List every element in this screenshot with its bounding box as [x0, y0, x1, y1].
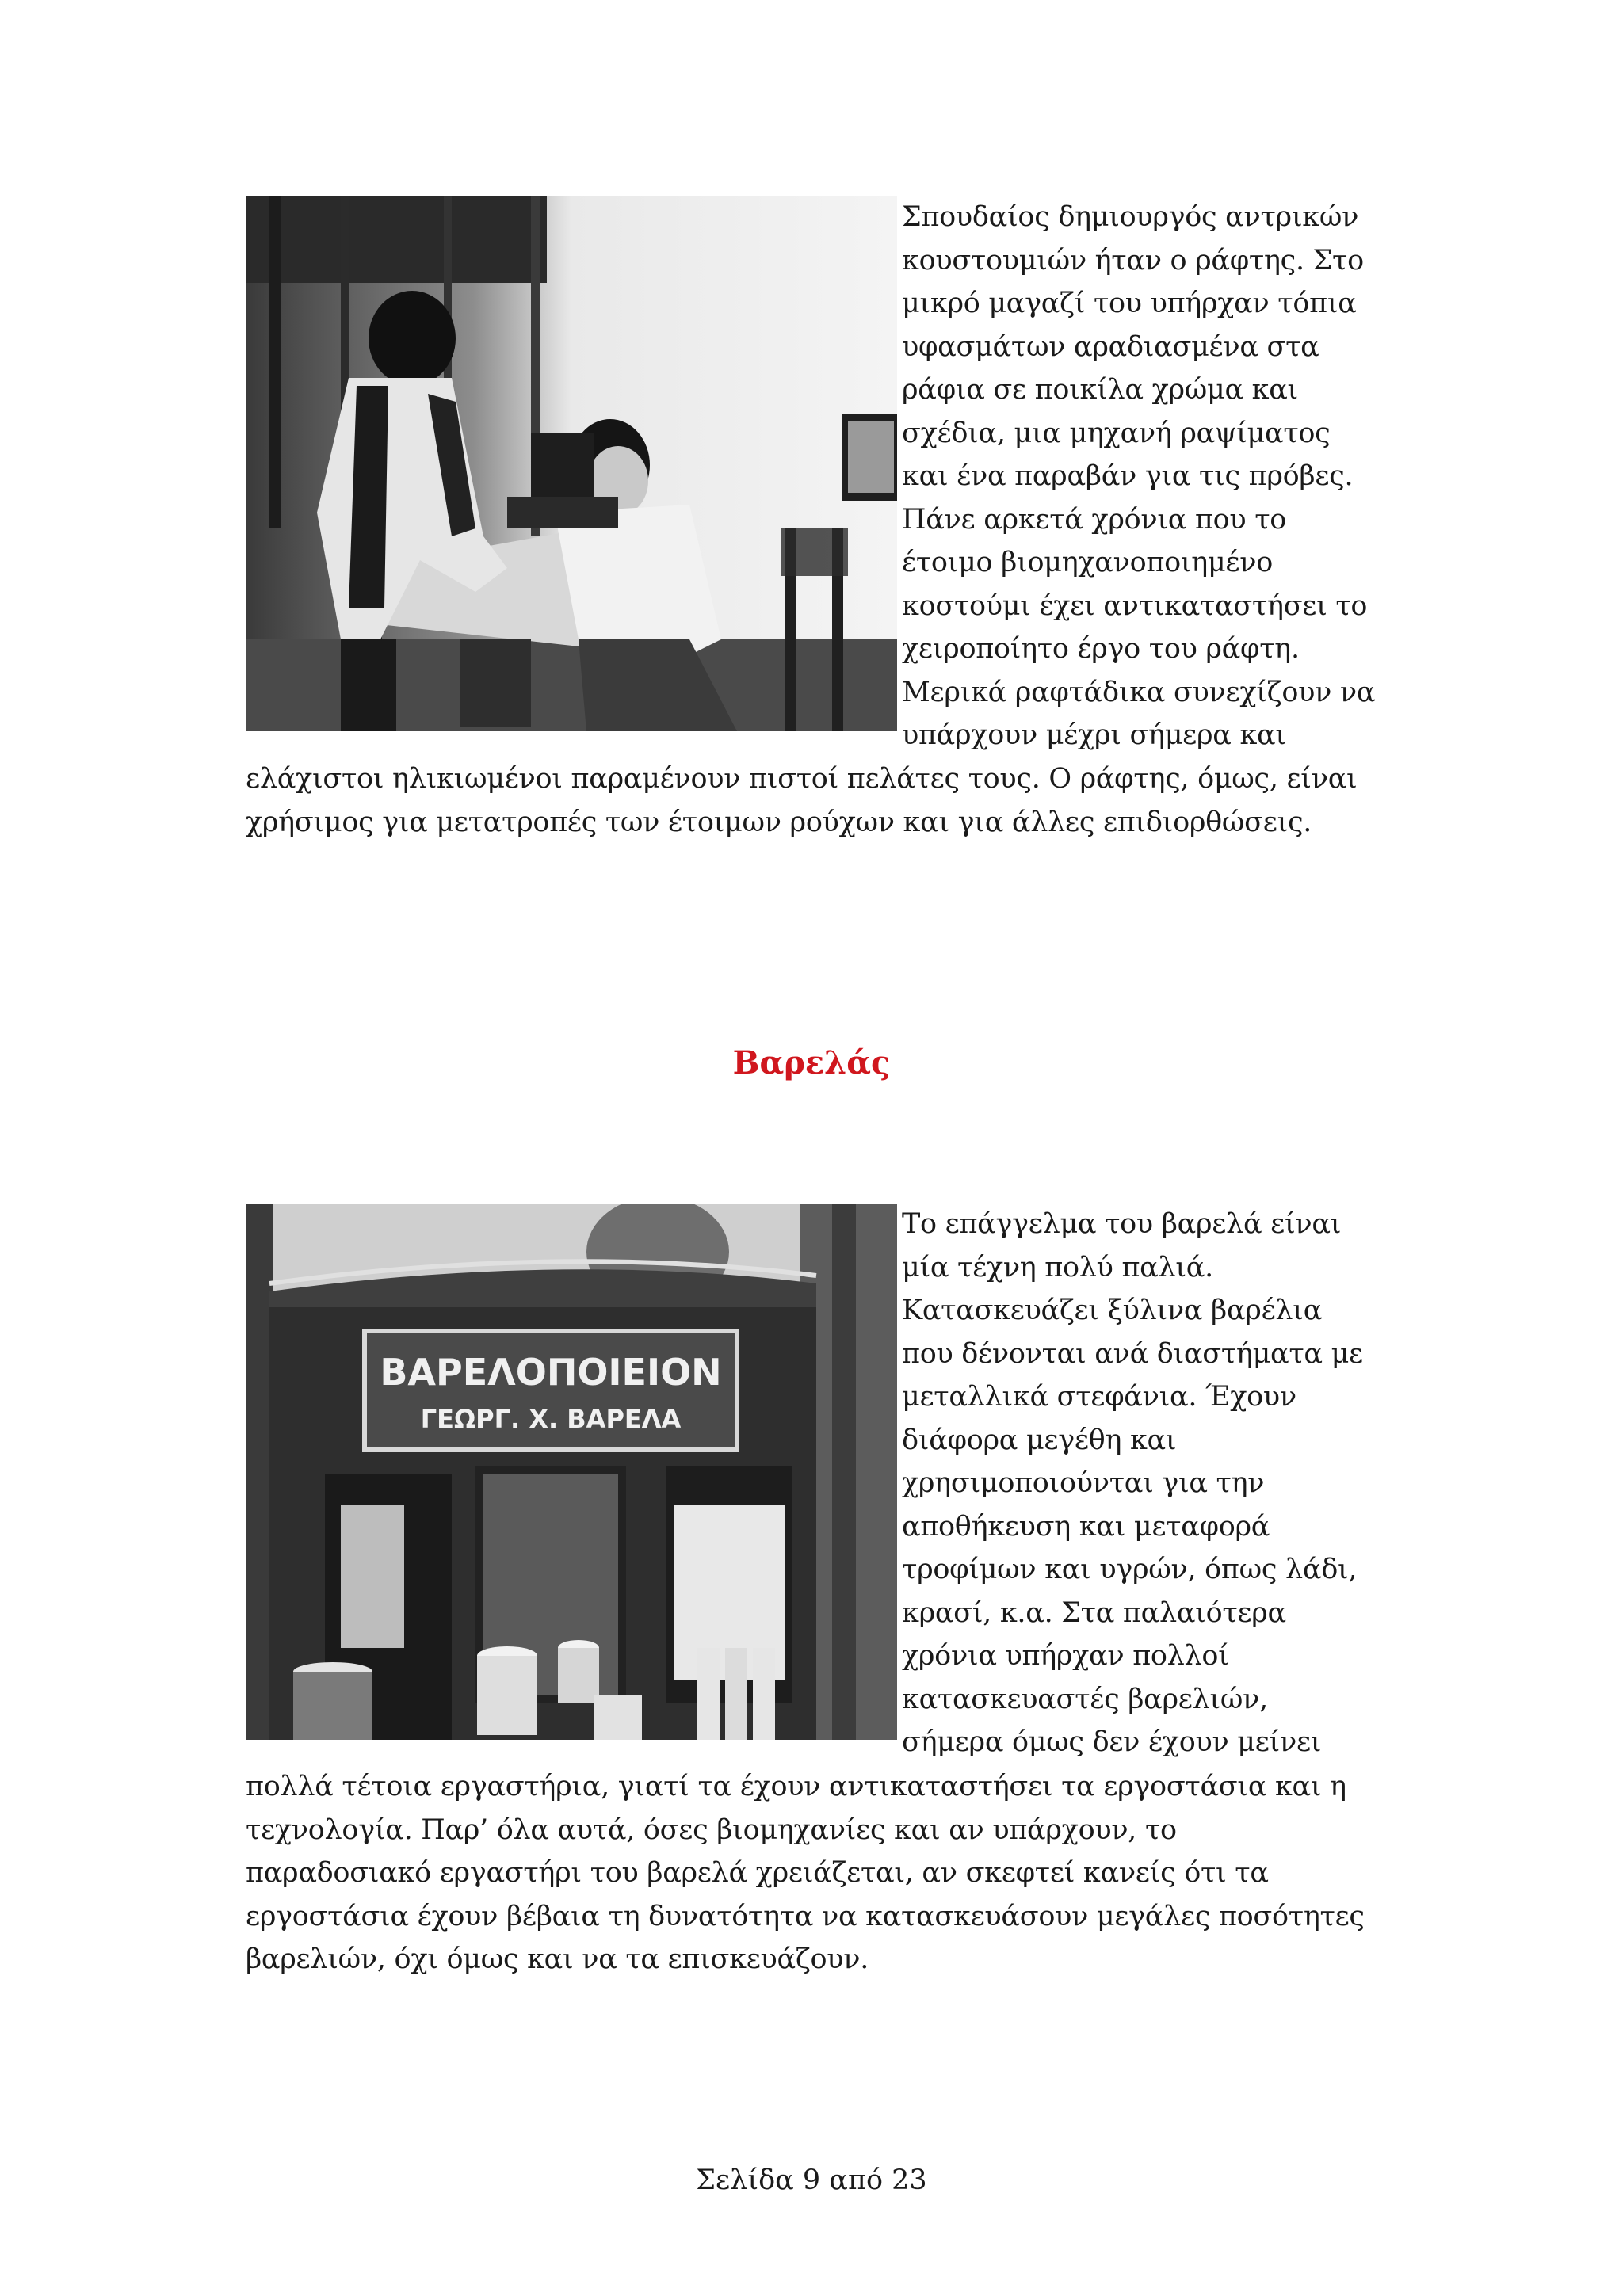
- text-line: σχέδια, μια μηχανή ραψίματος: [902, 417, 1331, 449]
- text-line: Μερικά ραφτάδικα συνεχίζουν να: [902, 676, 1376, 708]
- text-line: Πάνε αρκετά χρόνια που το: [902, 503, 1287, 536]
- text-line: πολλά τέτοια εργαστήρια, γιατί τα έχουν αντικαταστήσει τα εργοστάσια και η: [246, 1771, 1346, 1802]
- text-line: που δένονται ανά διαστήματα με: [902, 1337, 1363, 1370]
- tailor-body-text: [246, 757, 1357, 844]
- text-line: ελάχιστοι ηλικιωμένοι παραμένουν πιστοί πελάτες τους. Ο ράφτης, όμως, είναι: [246, 763, 1358, 795]
- text-line: κρασί, κ.α. Στα παλαιότερα: [902, 1596, 1286, 1629]
- text-line: διάφορα μεγέθη και: [902, 1424, 1177, 1456]
- text-line: χρόνια υπήρχαν πολλοί: [902, 1640, 1229, 1672]
- cooper-shop-photo: [246, 1204, 897, 1740]
- text-line: έτοιμο βιομηχανοποιημένο: [902, 547, 1273, 578]
- text-line: Κατασκευάζει ξύλινα βαρέλια: [902, 1295, 1323, 1326]
- text-line: μία τέχνη πολύ παλιά.: [902, 1251, 1213, 1283]
- shop-sign-title: ΒΑΡΕΛΟΠΟΙΕΙΟΝ: [380, 1351, 722, 1394]
- text-line: τροφίμων και υγρών, όπως λάδι,: [902, 1554, 1358, 1585]
- text-line: τεχνολογία. Παρ’ όλα αυτά, όσες βιομηχανίες και αν υπάρχουν, το: [246, 1814, 1177, 1846]
- page-number-footer: Σελίδα 9 από 23: [696, 2164, 927, 2196]
- text-line: χρήσιμος για μετατροπές των έτοιμων ρούχων και για άλλες επιδιορθώσεις.: [246, 806, 1312, 838]
- text-line: Το επάγγελμα του βαρελά είναι: [902, 1208, 1342, 1240]
- shop-sign-subtitle: ΓΕΩΡΓ. Χ. ΒΑΡΕΛΑ: [420, 1404, 682, 1434]
- text-line: Σπουδαίος δημιουργός αντρικών: [902, 201, 1359, 233]
- text-line: χειροποίητο έργο του ράφτη.: [902, 633, 1300, 665]
- cooper-body-text: [246, 1765, 1365, 1981]
- cooper-float-text: [902, 1203, 1363, 1764]
- text-line: αποθήκευση και μεταφορά: [902, 1510, 1270, 1543]
- text-line: κοστούμι έχει αντικαταστήσει το: [902, 589, 1368, 622]
- text-line: μικρό μαγαζί του υπήρχαν τόπια: [902, 288, 1357, 319]
- text-line: παραδοσιακό εργαστήρι του βαρελά χρειάζεται, αν σκεφτεί κανείς ότι τα: [246, 1857, 1269, 1889]
- tailor-photo-illustration: [246, 196, 897, 731]
- section-heading: Βαρελάς: [732, 1044, 891, 1081]
- text-line: υφασμάτων αραδιασμένα στα: [902, 330, 1319, 363]
- text-line: εργοστάσια έχουν βέβαια τη δυνατότητα να κατασκευάσουν μεγάλες ποσότητες: [246, 1900, 1365, 1932]
- text-line: κατασκευαστές βαρελιών,: [902, 1683, 1268, 1715]
- text-line: βαρελιών, όχι όμως και να τα επισκευάζουν.: [246, 1943, 869, 1975]
- text-line: σήμερα όμως δεν έχουν μείνει: [902, 1726, 1322, 1758]
- text-line: υπάρχουν μέχρι σήμερα και: [902, 719, 1286, 751]
- tailor-photo: [246, 196, 897, 731]
- text-line: μεταλλικά στεφάνια. Έχουν: [902, 1381, 1296, 1413]
- text-line: ράφια σε ποικίλα χρώμα και: [902, 374, 1298, 406]
- text-line: χρησιμοποιούνται για την: [902, 1467, 1265, 1499]
- text-line: και ένα παραβάν για τις πρόβες.: [902, 460, 1354, 492]
- tailor-float-text: [902, 196, 1375, 757]
- text-line: κουστουμιών ήταν ο ράφτης. Στο: [902, 244, 1364, 277]
- cooper-shop-illustration: [246, 1204, 897, 1740]
